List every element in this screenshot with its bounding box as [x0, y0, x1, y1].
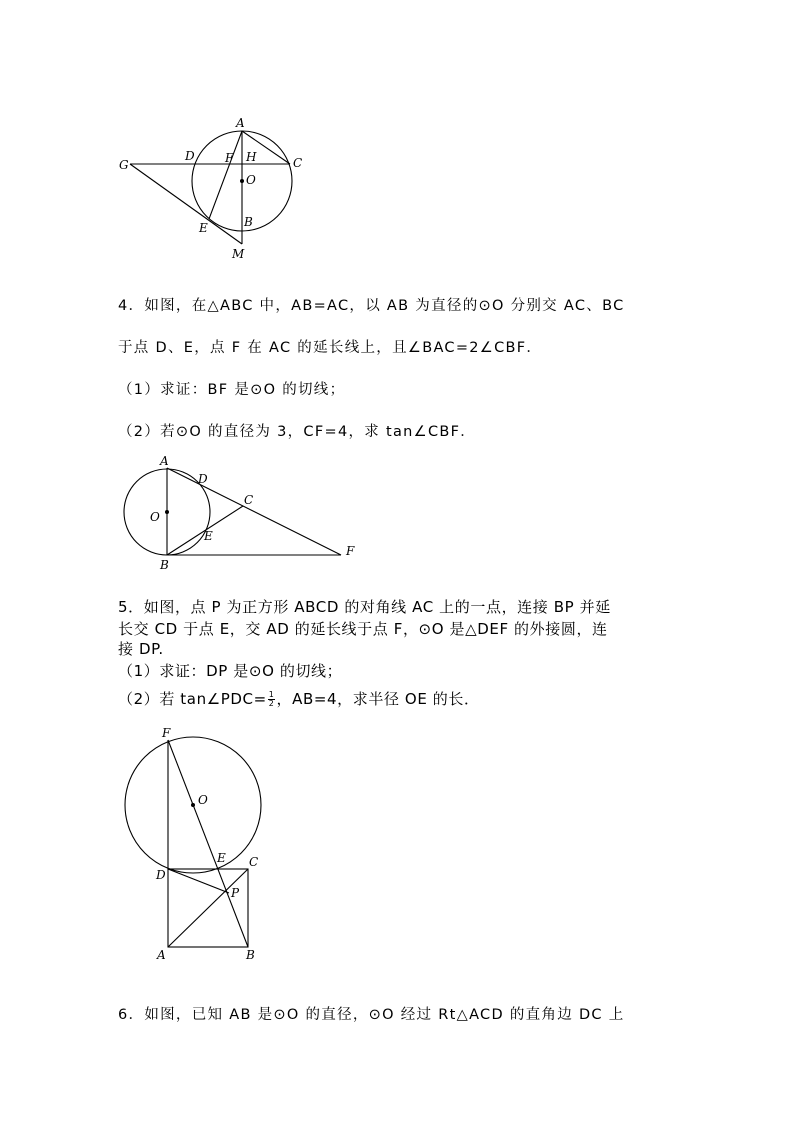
figure-2-tangent-diagram: [0, 440, 794, 580]
label-c: C: [249, 855, 259, 869]
label-b: B: [246, 948, 255, 962]
fraction-one-half: [268, 691, 276, 708]
figure-1-circle-diagram: [0, 0, 794, 270]
label-e: E: [217, 851, 226, 865]
figure-3-square-circle-diagram: [0, 720, 794, 970]
label-o: O: [246, 173, 256, 187]
label-a: A: [236, 116, 245, 130]
center-dot: [240, 179, 244, 183]
label-c: C: [293, 156, 303, 170]
center-dot: [165, 510, 169, 514]
label-b: B: [244, 215, 253, 229]
fraction-numerator: 1: [268, 690, 275, 699]
label-b: B: [160, 558, 169, 572]
label-m: M: [232, 247, 245, 261]
label-o: O: [198, 793, 208, 807]
problem-5-line-3: 接 DP.: [118, 640, 164, 658]
label-c: C: [244, 493, 254, 507]
problem-5-line-1: 5．如图，点 P 为正方形 ABCD 的对角线 AC 上的一点，连接 BP 并延: [118, 598, 611, 616]
label-e: E: [199, 221, 208, 235]
label-d: D: [156, 868, 166, 882]
part-2-suffix: ，AB=4，求半径 OE 的长．: [276, 690, 480, 708]
part-2-prefix: （2）若 tan∠PDC=: [118, 690, 267, 708]
problem-5-part-2: [118, 688, 480, 709]
fraction-denominator: 2: [268, 699, 275, 708]
label-a: A: [157, 948, 166, 962]
label-d: D: [198, 472, 208, 486]
label-e: E: [204, 529, 213, 543]
center-dot: [191, 803, 195, 807]
label-d: D: [185, 149, 195, 163]
problem-5-line-2: 长交 CD 于点 E，交 AD 的延长线于点 F，⊙O 是△DEF 的外接圆，连: [118, 620, 608, 638]
problem-4-line-1: 4．如图，在△ABC 中，AB=AC，以 AB 为直径的⊙O 分别交 AC、BC: [118, 298, 625, 314]
label-g: G: [119, 158, 129, 172]
label-o: O: [150, 510, 160, 524]
problem-4-part-1: （1）求证：BF 是⊙O 的切线；: [118, 382, 346, 398]
problem-4-part-2: （2）若⊙O 的直径为 3，CF=4，求 tan∠CBF．: [118, 424, 477, 440]
segment-f-b: [168, 740, 248, 947]
segment-a-e: [209, 131, 242, 219]
problem-5-part-1: （1）求证：DP 是⊙O 的切线；: [118, 662, 343, 680]
label-f: F: [225, 151, 234, 165]
label-f: F: [162, 726, 171, 740]
label-p: P: [231, 886, 240, 900]
label-a: A: [160, 454, 169, 468]
problem-4-line-2: 于点 D、E，点 F 在 AC 的延长线上，且∠BAC=2∠CBF．: [118, 340, 543, 356]
diagonal-a-c: [168, 869, 248, 947]
segment-a-f: [167, 468, 341, 555]
problem-6-line-1: 6．如图，已知 AB 是⊙O 的直径，⊙O 经过 Rt△ACD 的直角边 DC 上: [118, 1007, 625, 1023]
label-h: H: [246, 150, 257, 164]
label-f: F: [346, 544, 355, 558]
